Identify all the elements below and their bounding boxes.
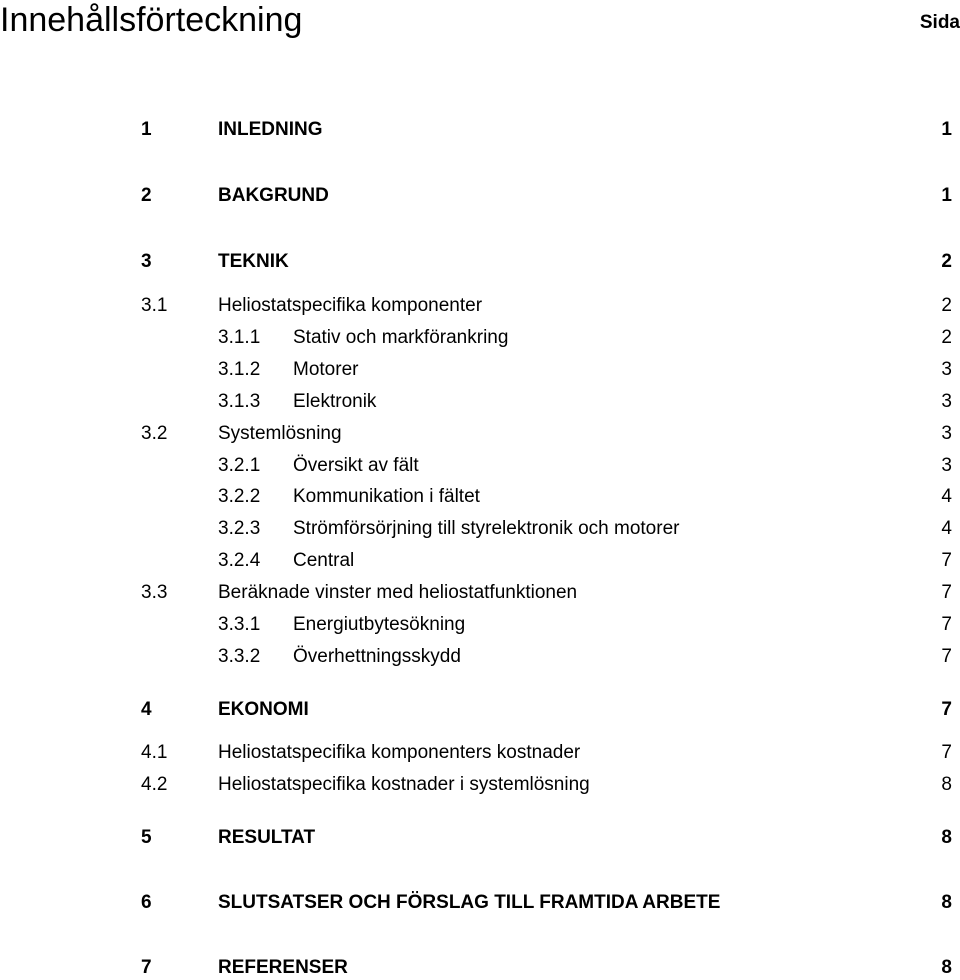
toc-entry-page: 8 — [941, 957, 952, 978]
toc-entry-text: EKONOMI — [218, 699, 309, 720]
toc-entry-text: Energiutbytesökning — [293, 614, 466, 635]
toc-entry-number: 3.2 — [141, 423, 168, 444]
toc-entry[interactable] — [0, 891, 960, 915]
toc-entry-text: Elektronik — [293, 391, 377, 412]
toc-entry[interactable] — [0, 454, 960, 478]
toc-entry-number: 4.1 — [141, 742, 168, 763]
toc-entry-text: Heliostatspecifika kostnader i systemlösning — [218, 774, 590, 795]
toc-entry[interactable] — [0, 517, 960, 541]
toc-entry-number: 3.3 — [141, 582, 168, 603]
toc-entry-page: 3 — [941, 423, 952, 444]
toc-entry-number: 2 — [141, 185, 152, 206]
toc-entry[interactable] — [0, 826, 960, 850]
toc-entry-page: 7 — [941, 614, 952, 635]
toc-entry-number: 7 — [141, 957, 152, 978]
toc-entry[interactable] — [0, 485, 960, 509]
toc-entry-text: Kommunikation i fältet — [293, 486, 480, 507]
toc-entry-number: 3.3.2 — [218, 646, 261, 667]
toc-entry-text: INLEDNING — [218, 119, 323, 140]
toc-entry-page: 7 — [941, 550, 952, 571]
toc-entry-text: Överhettningsskydd — [293, 646, 461, 667]
toc-entry-page: 3 — [941, 455, 952, 476]
toc-entry-text: SLUTSATSER OCH FÖRSLAG TILL FRAMTIDA ARBETE — [218, 892, 721, 913]
toc-entry[interactable] — [0, 390, 960, 414]
toc-entry[interactable] — [0, 184, 960, 208]
toc-entry-text: Heliostatspecifika komponenters kostnader — [218, 742, 581, 763]
toc-entry-page: 4 — [941, 518, 952, 539]
toc-entry[interactable] — [0, 956, 960, 980]
toc-entry-page: 2 — [941, 251, 952, 272]
page-column-header: Sida — [919, 12, 960, 33]
toc-entry-number: 3 — [141, 251, 152, 272]
toc-entry[interactable] — [0, 294, 960, 318]
toc-entry-page: 7 — [941, 646, 952, 667]
toc-entry[interactable] — [0, 613, 960, 637]
toc-entry-text: Beräknade vinster med heliostatfunktionen — [218, 582, 578, 603]
toc-entry[interactable] — [0, 698, 960, 722]
toc-entry-text: REFERENSER — [218, 957, 348, 978]
toc-entry-number: 4 — [141, 699, 152, 720]
toc-entry-page: 7 — [941, 699, 952, 720]
toc-entry-number: 3.2.1 — [218, 455, 261, 476]
toc-entry-page: 8 — [941, 827, 952, 848]
toc-entry-page: 7 — [941, 582, 952, 603]
toc-entry-text: Strömförsörjning till styrelektronik och motorer — [293, 518, 680, 539]
toc-entry-number: 3.2.3 — [218, 518, 261, 539]
toc-entry-page: 1 — [941, 185, 952, 206]
toc-entry-page: 8 — [941, 774, 952, 795]
toc-entry-page: 7 — [941, 742, 952, 763]
toc-entry[interactable] — [0, 741, 960, 765]
toc-entry-text: RESULTAT — [218, 827, 316, 848]
toc-entry-text: Motorer — [293, 359, 359, 380]
toc-entry[interactable] — [0, 358, 960, 382]
toc-entry-page: 1 — [941, 119, 952, 140]
toc-entry-page: 2 — [941, 295, 952, 316]
toc-entry-text: Systemlösning — [218, 423, 342, 444]
toc-entry-number: 3.1 — [141, 295, 168, 316]
toc-entry-page: 3 — [941, 359, 952, 380]
toc-entry-text: BAKGRUND — [218, 185, 329, 206]
toc-entry-number: 3.3.1 — [218, 614, 261, 635]
toc-entry-number: 3.2.2 — [218, 486, 261, 507]
toc-title: Innehållsförteckning — [0, 1, 303, 39]
toc-entry-number: 1 — [141, 119, 152, 140]
toc-entry-number: 6 — [141, 892, 152, 913]
toc-entry[interactable] — [0, 581, 960, 605]
toc-entry-number: 4.2 — [141, 774, 168, 795]
toc-entry[interactable] — [0, 645, 960, 669]
toc-entry-number: 3.1.1 — [218, 327, 261, 348]
toc-entry-text: Heliostatspecifika komponenter — [218, 295, 483, 316]
toc-entry-page: 3 — [941, 391, 952, 412]
toc-entry-text: TEKNIK — [218, 251, 289, 272]
toc-entry[interactable] — [0, 422, 960, 446]
toc-entry-text: Stativ och markförankring — [293, 327, 509, 348]
toc-entry[interactable] — [0, 549, 960, 573]
toc-entry[interactable] — [0, 118, 960, 142]
toc-entry-page: 4 — [941, 486, 952, 507]
toc-entry-text: Central — [293, 550, 355, 571]
toc-entry-page: 8 — [941, 892, 952, 913]
toc-entry-page: 2 — [941, 327, 952, 348]
toc-entry-number: 3.1.2 — [218, 359, 261, 380]
toc-entry-number: 5 — [141, 827, 152, 848]
toc-entry-number: 3.2.4 — [218, 550, 261, 571]
toc-entry[interactable] — [0, 326, 960, 350]
toc-entry-number: 3.1.3 — [218, 391, 261, 412]
toc-entry[interactable] — [0, 773, 960, 797]
toc-entry[interactable] — [0, 250, 960, 274]
toc-entry-text: Översikt av fält — [293, 455, 419, 476]
